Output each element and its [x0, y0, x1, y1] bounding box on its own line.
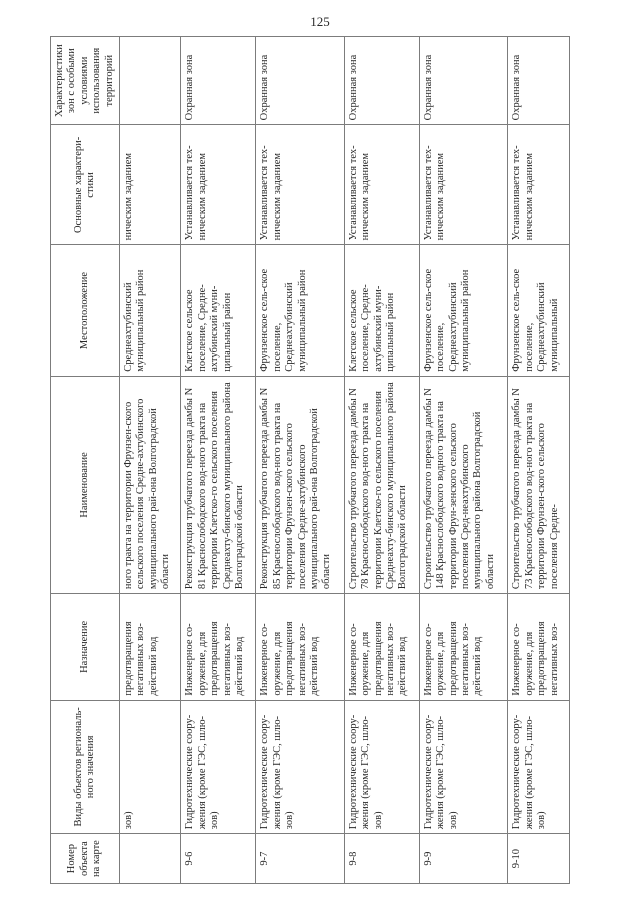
header-location: Местоположение: [51, 245, 120, 376]
cell-name: Реконструкция трубчатого переезда дамбы N 85 Краснослободского вод-ного тракта на территории Фрунзен-ского сельского поселения Средне-ахтубинского муниципального рай-она Волгоградской области: [256, 376, 345, 593]
regional-objects-table: [50, 36, 570, 884]
cell-num: [119, 834, 181, 884]
cell-location: Фрунзенское сель-ское поселение, Среднеахтубинский муниципальный район: [256, 245, 345, 376]
header-name: Наименование: [51, 376, 120, 593]
cell-name: Строительство трубчатого переезда дамбы N 78 Краснослободского вод-ного тракта на территории Клетско-го сельского поселения Среднеахту-бинского муниципального района Волгоградской области: [344, 376, 419, 593]
cell-purpose: Инженерное со-оружение, для предотвращения негативных воз-действий вод: [344, 594, 419, 700]
table-row: [181, 37, 256, 884]
cell-kind: Гидротехнические соору-жения (кроме ГЭС, шлю-зов): [181, 700, 256, 834]
cell-num: 9-7: [256, 834, 345, 884]
cell-characteristics: Устанавливается тех-ническим заданием: [508, 125, 570, 245]
cell-num: 9-6: [181, 834, 256, 884]
cell-purpose: Инженерное со-оружение, для предотвращения негативных воз-действий вод: [419, 594, 508, 700]
cell-location: Фрунзенское сель-ское поселение, Среднеахтубинский муниципальный район: [419, 245, 508, 376]
header-purpose: Назначение: [51, 594, 120, 700]
cell-num: 9-8: [344, 834, 419, 884]
cell-kind: Гидротехнические соору-жения (кроме ГЭС, шлю-зов): [419, 700, 508, 834]
table-row: [419, 37, 508, 884]
cell-zones: Охранная зона: [256, 37, 345, 125]
cell-location: Клетское сельское поселение, Средне-ахтубинский муни-ципальный район: [344, 245, 419, 376]
cell-kind: Гидротехнические соору-жения (кроме ГЭС, шлю-зов): [344, 700, 419, 834]
table-rotation-frame: [50, 36, 570, 884]
table-row: [508, 37, 570, 884]
cell-zones: Охранная зона: [344, 37, 419, 125]
cell-purpose: Инженерное со-оружение, для предотвращения негативных воз-: [508, 594, 570, 700]
cell-location: Клетское сельское поселение, Средне-ахтубинский муни-ципальный район: [181, 245, 256, 376]
cell-purpose: предотвращения негативных воз-действий вод: [119, 594, 181, 700]
cell-zones: Охранная зона: [181, 37, 256, 125]
cell-name: Реконструкция трубчатого переезда дамбы N 81 Краснослободского вод-ного тракта на территории Клетско-го сельского поселения Среднеахту-бинского муниципального района Волгоградской области: [181, 376, 256, 593]
cell-characteristics: ническим заданием: [119, 125, 181, 245]
cell-zones: Охранная зона: [508, 37, 570, 125]
cell-purpose: Инженерное со-оружение, для предотвращения негативных воз-действий вод: [256, 594, 345, 700]
cell-kind: Гидротехнические соору-жения (кроме ГЭС, шлю-зов): [508, 700, 570, 834]
cell-name: Строительство трубчатого переезда дамбы N 73 Краснослободского вод-ного тракта на территории Фрунзен-ского сельского поселения Средне-: [508, 376, 570, 593]
header-zones: Характеристики зон с особыми условиями использования территорий: [51, 37, 120, 125]
cell-kind: зов): [119, 700, 181, 834]
header-kind: Виды объектов региональ-ного значения: [51, 700, 120, 834]
cell-characteristics: Устанавливается тех-ническим заданием: [256, 125, 345, 245]
cell-name: Строительство трубчатого переезда дамбы N 148 Краснослободского водного тракта на территории Фрун-зенского сельского поселения Сред-неахтубинского муниципального района Волгоградской области: [419, 376, 508, 593]
cell-location: Фрунзенское сель-ское поселение, Среднеахтубинский муниципальный: [508, 245, 570, 376]
cell-location: Среднеахтубинский муниципальный район: [119, 245, 181, 376]
cell-characteristics: Устанавливается тех-ническим заданием: [181, 125, 256, 245]
header-num: Номер объекта на карте: [51, 834, 120, 884]
cell-zones: [119, 37, 181, 125]
table-row: [119, 37, 181, 884]
table-row: [256, 37, 345, 884]
cell-characteristics: Устанавливается тех-ническим заданием: [419, 125, 508, 245]
page-number: 125: [310, 14, 330, 29]
table-row: [344, 37, 419, 884]
cell-kind: Гидротехнические соору-жения (кроме ГЭС, шлю-зов): [256, 700, 345, 834]
cell-num: 9-9: [419, 834, 508, 884]
header-characteristics: Основные характери-стики: [51, 125, 120, 245]
cell-purpose: Инженерное со-оружение, для предотвращения негативных воз-действий вод: [181, 594, 256, 700]
cell-name: ного тракта на территории Фрунзен-ского сельского поселения Средне-ахтубинского муниципального рай-она Волгоградской области: [119, 376, 181, 593]
cell-num: 9-10: [508, 834, 570, 884]
table-header-row: [51, 37, 120, 884]
cell-zones: Охранная зона: [419, 37, 508, 125]
cell-characteristics: Устанавливается тех-ническим заданием: [344, 125, 419, 245]
